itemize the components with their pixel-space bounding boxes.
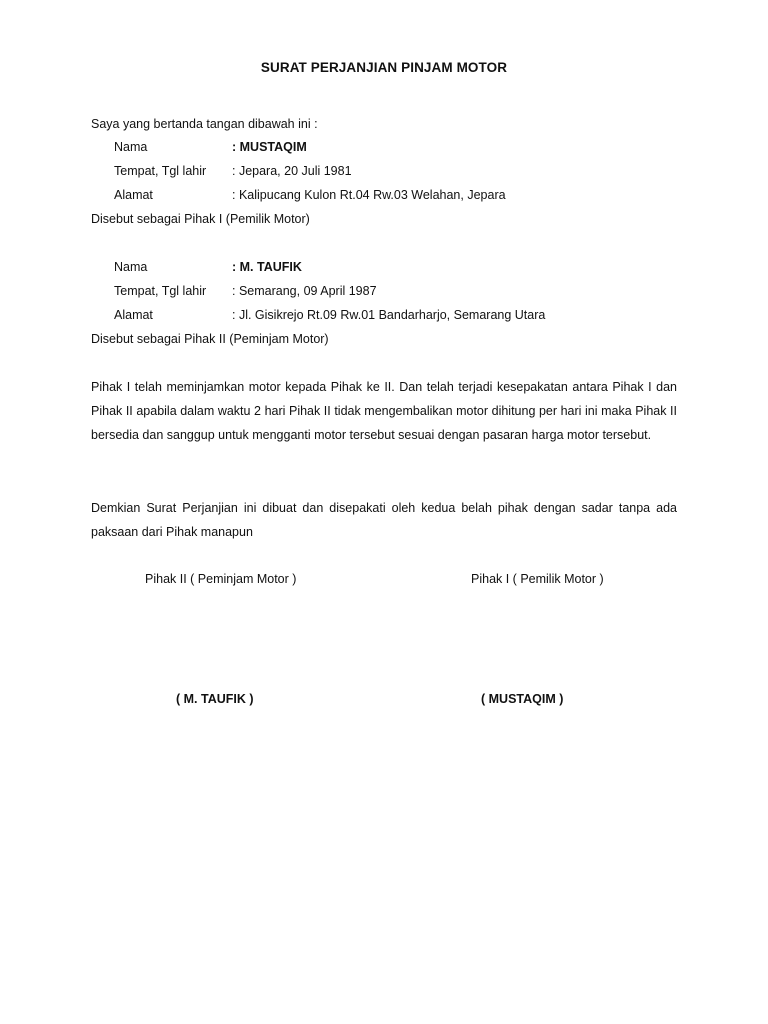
party1-designation: Disebut sebagai Pihak I (Pemilik Motor) (91, 212, 310, 226)
party2-address-value: : Jl. Gisikrejo Rt.09 Rw.01 Bandarharjo, Semarang Utara (232, 308, 546, 322)
party2-address-label: Alamat (114, 308, 153, 322)
party1-birth-label: Tempat, Tgl lahir (114, 164, 207, 178)
party2-name-value: : M. TAUFIK (232, 260, 302, 274)
party1-name-value: : MUSTAQIM (232, 140, 307, 154)
party2-birth-label: Tempat, Tgl lahir (114, 284, 207, 298)
signature-right-role: Pihak I ( Pemilik Motor ) (471, 572, 604, 586)
intro-text: Saya yang bertanda tangan dibawah ini : (91, 117, 318, 131)
document-title: SURAT PERJANJIAN PINJAM MOTOR (260, 60, 508, 75)
signature-left-name: ( M. TAUFIK ) (176, 692, 254, 706)
closing-paragraph: Demkian Surat Perjanjian ini dibuat dan disepakati oleh kedua belah pihak dengan sadar tanpa ada paksaan dari Pihak manapun (91, 501, 677, 539)
party2-name-label: Nama (114, 260, 148, 274)
signature-left-role: Pihak II ( Peminjam Motor ) (145, 572, 297, 586)
party1-address-value: : Kalipucang Kulon Rt.04 Rw.03 Welahan, Jepara (232, 188, 506, 202)
party2-designation: Disebut sebagai Pihak II (Peminjam Motor) (91, 332, 329, 346)
party1-birth-value: : Jepara, 20 Juli 1981 (232, 164, 352, 178)
agreement-paragraph: Pihak I telah meminjamkan motor kepada Pihak ke II. Dan telah terjadi kesepakatan antara Pihak I dan Pihak II apabila dalam waktu 2 hari Pihak II tidak mengembalikan motor dihitung per hari ini maka Pihak II bersedia dan sanggup untuk mengganti motor tersebut sesuai dengan pasaran harga motor tersebut. (91, 380, 677, 442)
party2-birth-value: : Semarang, 09 April 1987 (232, 284, 377, 298)
party1-name-label: Nama (114, 140, 148, 154)
party1-address-label: Alamat (114, 188, 153, 202)
signature-right-name: ( MUSTAQIM ) (481, 692, 564, 706)
